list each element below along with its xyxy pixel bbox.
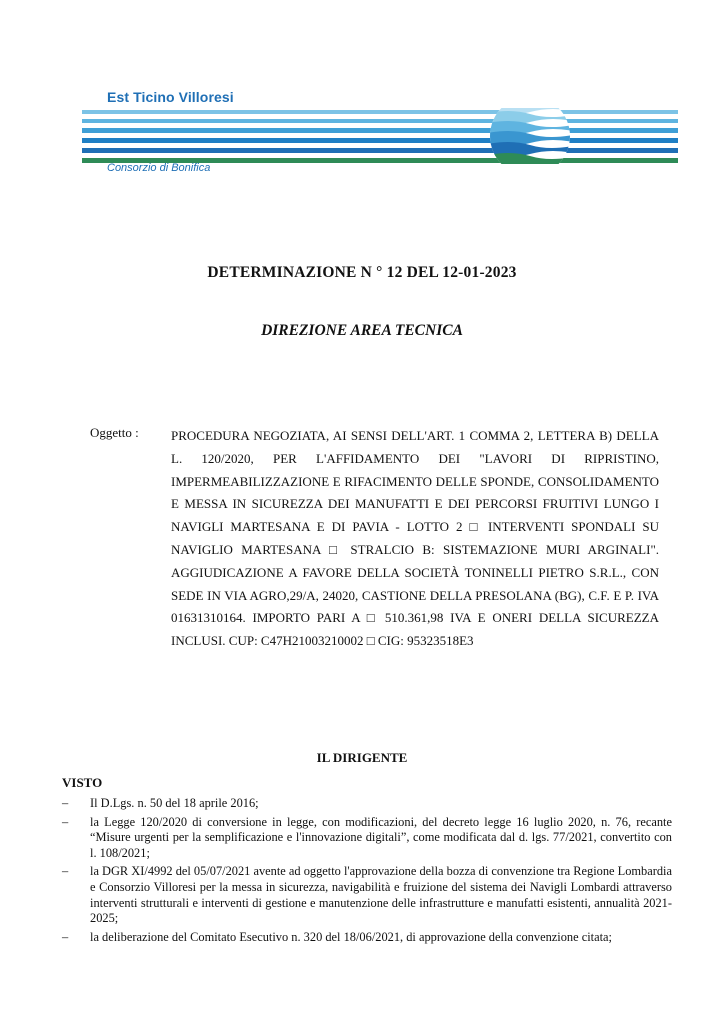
list-dash: – [62, 814, 69, 829]
list-dash: – [62, 796, 69, 810]
section-heading: IL DIRIGENTE [316, 750, 408, 765]
logo-subtitle: Consorzio di Bonifica [107, 162, 211, 174]
list-item [62, 864, 672, 926]
consorzio-logo [82, 84, 678, 184]
water-globe-icon [482, 108, 578, 164]
visto-label: VISTO [62, 775, 103, 790]
list-item-text: la DGR XI/4992 del 05/07/2021 avente ad oggetto l'approvazione della bozza di convenzione tra Regione Lombardia e Consorzio Villoresi per la messa in sicurezza, navigabilità e fruizione del sistema dei Navigli Lombardi attraverso interventi strutturali e interventi di gestione e manutenzione delle infrastrutture e manufatti esistenti, annualità 2021-2025; [90, 864, 672, 926]
list-dash: – [62, 929, 69, 944]
list-item-text: Il D.Lgs. n. 50 del 18 aprile 2016; [90, 796, 259, 810]
list-item [62, 930, 672, 946]
document-title: DETERMINAZIONE N ° 12 DEL 12-01-2023 [207, 264, 517, 281]
visto-list [62, 796, 672, 948]
list-item [62, 815, 672, 862]
oggetto-text: PROCEDURA NEGOZIATA, AI SENSI DELL'ART. 1 COMMA 2, LETTERA B) DELLA L. 120/2020, PER L'AFFIDAMENTO DEI "LAVORI DI RIPRISTINO, IMPERMEABILIZZAZIONE E RIFACIMENTO DELLE SPONDE, CONSOLIDAMENTO E MESSA IN SICUREZZA DEI MANUFATTI E DEI PERCORSI FRUITIVI LUNGO I NAVIGLI MARTESANA E DI PAVIA - LOTTO 2 □ INTERVENTI SPONDALI SU NAVIGLIO MARTESANA □ STRALCIO B: SISTEMAZIONE MURI ARGINALI". AGGIUDICAZIONE A FAVORE DELLA SOCIETÀ TONINELLI PIETRO S.R.L., CON SEDE IN VIA AGRO,29/A, 24020, CASTIONE DELLA PRESOLANA (BG), C.F. E P. IVA 01631310164. IMPORTO PARI A □ 510.361,98 IVA E ONERI DELLA SICUREZZA INCLUSI. CUP: C47H21003210002 □ CIG: 95323518E3 [171, 428, 659, 649]
logo-stripes-graphic [82, 108, 678, 164]
logo-name: Est Ticino Villoresi [107, 89, 234, 105]
list-item-text: la Legge 120/2020 di conversione in legge, con modificazioni, del decreto legge 16 luglio 2020, n. 76, recante “Misure urgenti per la semplificazione e l'innovazione digitali”, come modificata dal d. lgs. 77/2021, convertito con l. 108/2021; [90, 814, 672, 860]
list-item-text: la deliberazione del Comitato Esecutivo n. 320 del 18/06/2021, di approvazione della convenzione citata; [90, 929, 612, 944]
list-item [62, 796, 672, 812]
document-subtitle: DIREZIONE AREA TECNICA [261, 322, 463, 339]
list-dash: – [62, 864, 69, 879]
oggetto-label: Oggetto : [90, 425, 139, 440]
